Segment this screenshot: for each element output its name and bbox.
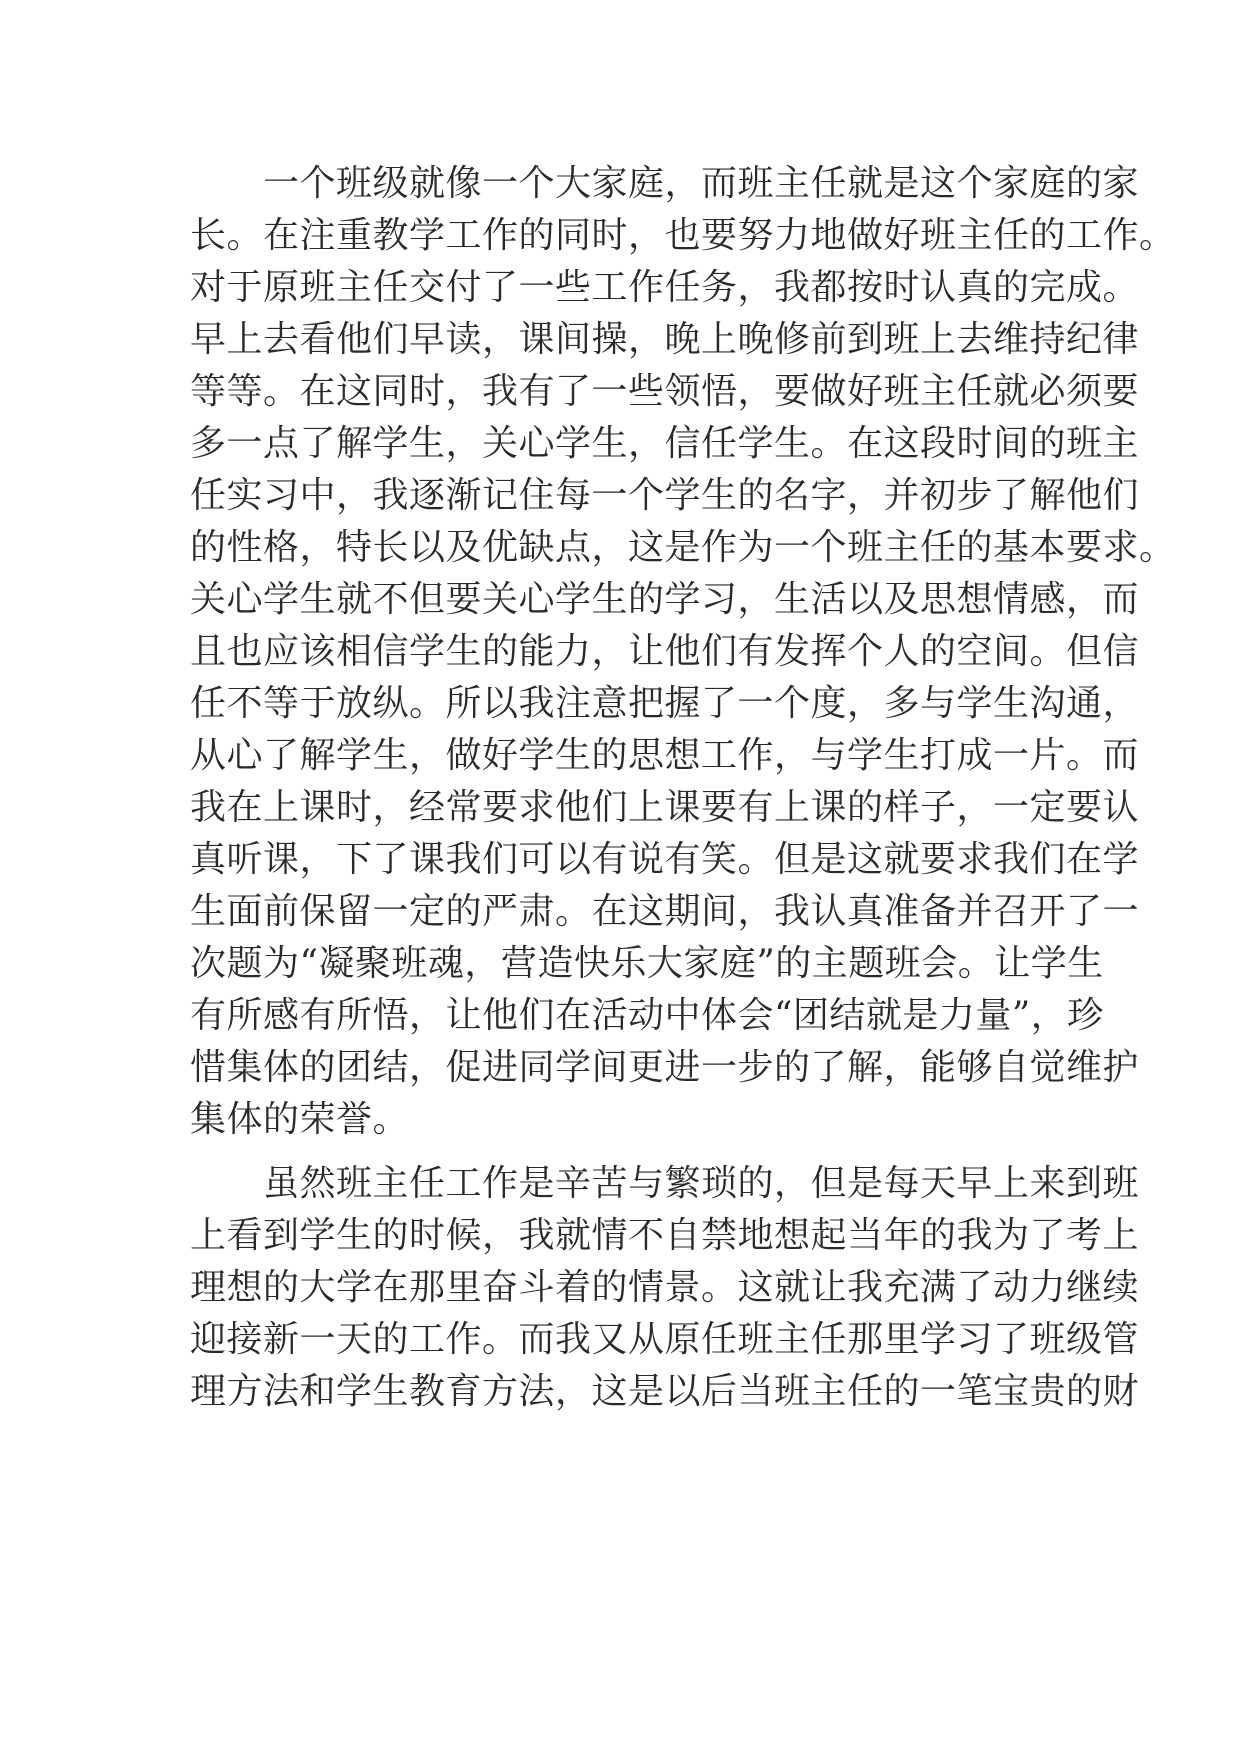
text-line: 且也应该相信学生的能力，让他们有发挥个人的空间。但信 xyxy=(190,631,1140,672)
text-line: 长。在注重教学工作的同时，也要努力地做好班主任的工作。 xyxy=(190,215,1176,256)
text-line: 上看到学生的时候，我就情不自禁地想起当年的我为了考上 xyxy=(190,1215,1140,1256)
text-line: 早上去看他们早读，课间操，晚上晚修前到班上去维持纪律 xyxy=(190,319,1140,360)
document-body xyxy=(190,158,1176,1418)
paragraph-2 xyxy=(190,1158,1140,1418)
text-line: 有所感有所悟，让他们在活动中体会“团结就是力量”，珍 xyxy=(190,995,1104,1036)
text-line: 从心了解学生，做好学生的思想工作，与学生打成一片。而 xyxy=(190,735,1140,776)
text-line: 我在上课时，经常要求他们上课要有上课的样子，一定要认 xyxy=(190,787,1140,828)
paragraph-spacer xyxy=(190,1146,1070,1158)
text-line: 虽然班主任工作是辛苦与繁琐的，但是每天早上来到班 xyxy=(190,1163,1140,1204)
text-line: 多一点了解学生，关心学生，信任学生。在这段时间的班主 xyxy=(190,423,1140,464)
text-line: 等等。在这同时，我有了一些领悟，要做好班主任就必须要 xyxy=(190,371,1140,412)
text-line: 对于原班主任交付了一些工作任务，我都按时认真的完成。 xyxy=(190,267,1140,308)
text-line: 的性格，特长以及优缺点，这是作为一个班主任的基本要求。 xyxy=(190,527,1176,568)
text-line: 迎接新一天的工作。而我又从原任班主任那里学习了班级管 xyxy=(190,1319,1140,1360)
text-line: 理想的大学在那里奋斗着的情景。这就让我充满了动力继续 xyxy=(190,1267,1140,1308)
text-line: 真听课，下了课我们可以有说有笑。但是这就要求我们在学 xyxy=(190,839,1140,880)
text-line: 一个班级就像一个大家庭，而班主任就是这个家庭的家 xyxy=(190,163,1140,204)
text-line: 任不等于放纵。所以我注意把握了一个度，多与学生沟通， xyxy=(190,683,1140,724)
text-line: 集体的荣誉。 xyxy=(190,1099,410,1140)
text-line: 关心学生就不但要关心学生的学习，生活以及思想情感，而 xyxy=(190,579,1140,620)
text-line: 理方法和学生教育方法，这是以后当班主任的一笔宝贵的财 xyxy=(190,1371,1140,1412)
paragraph-1 xyxy=(190,158,1176,1146)
text-line: 惜集体的团结，促进同学间更进一步的了解，能够自觉维护 xyxy=(190,1047,1140,1088)
text-line: 生面前保留一定的严肃。在这期间，我认真准备并召开了一 xyxy=(190,891,1140,932)
text-line: 次题为“凝聚班魂，营造快乐大家庭”的主题班会。让学生 xyxy=(190,943,1104,984)
text-line: 任实习中，我逐渐记住每一个学生的名字，并初步了解他们 xyxy=(190,475,1140,516)
